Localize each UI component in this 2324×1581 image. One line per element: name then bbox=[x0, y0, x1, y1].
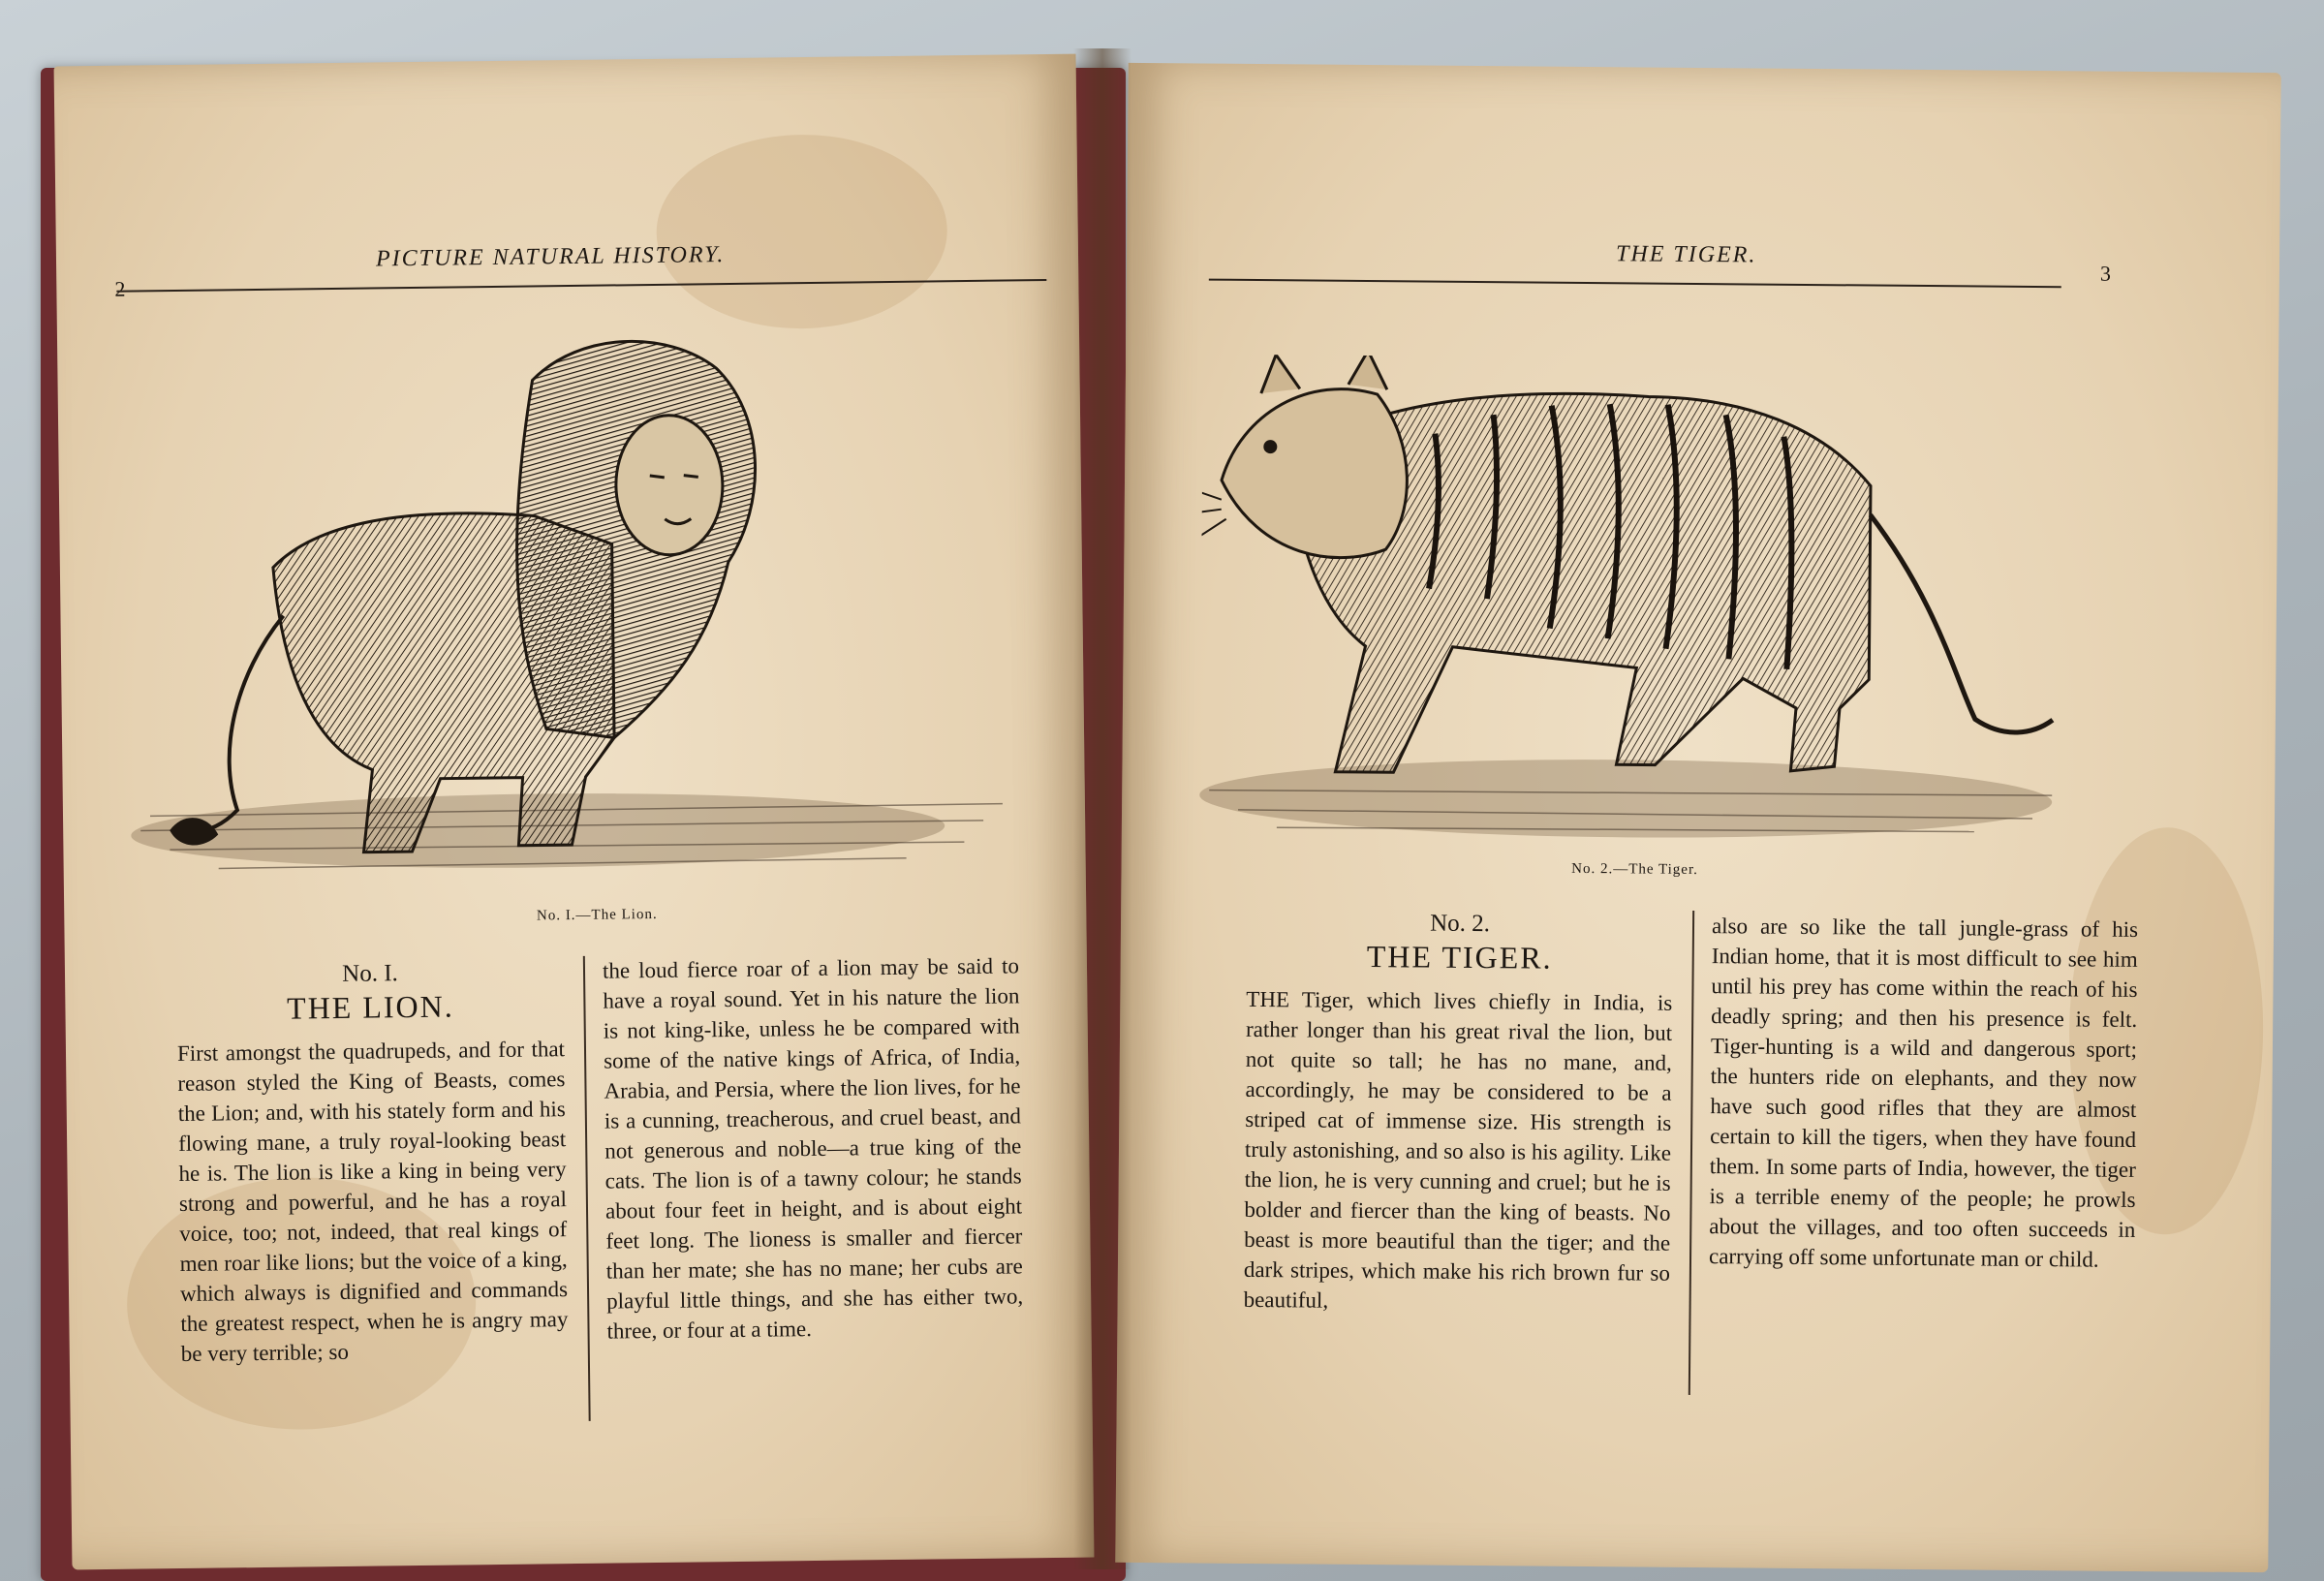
body-text: also are so like the tall jungle-grass of his Indian home, that it is most difficult to see him until his prey has come within the reach of his deadly spring; and then his presence is felt. Tiger-hunting is a wild and dangerous sport; the hunters ride on elephants, and they now have such good rifles that they are almost certain to kill the tigers, when they have found them. In some parts of India, however, the tiger is a terrible enemy of the people; he prowls about the villages, and too often succeeds in carrying off some unfortunate man or child. bbox=[1708, 914, 2139, 1272]
column-rule bbox=[583, 956, 591, 1421]
entry-number: No. 2. bbox=[1430, 910, 1491, 938]
running-head: THE TIGER. bbox=[1615, 241, 1757, 268]
body-text: the loud fierce roar of a lion may be said to have a royal sound. Yet in his nature the lion is not king-like, unless he be compared with some of the native kings of Africa, of India, Arabia, and Persia, where the lion lives, for he is a cunning, treacherous, and cruel beast, and not generous and noble—a true king of the cats. The lion is of a tawny colour; he stands about four feet in height, and is about eight feet long. The lioness is smaller and fiercer than her mate; she has no mane; her cubs are playful little things, and she has either two, three, or four at a time. bbox=[602, 953, 1024, 1344]
running-head: PICTURE NATURAL HISTORY. bbox=[375, 242, 726, 272]
left-column-1 bbox=[176, 956, 569, 1369]
entry-number: No. I. bbox=[342, 960, 399, 987]
column-rule bbox=[1689, 911, 1694, 1395]
body-text: THE Tiger, which lives chiefly in India, is rather longer than his great rival the lion, but not quite so tall; he has no mane, and, accordingly, he may be considered to be a striped cat of immense size. His strength is truly astonishing, and so also is his agility. Like the lion, he is very cunning and cruel; but he is bolder and fiercer than the king of beasts. No beast is more beautiful than the tiger; and the dark stripes, which make his rich brown fur so beautiful, bbox=[1243, 986, 1673, 1313]
right-page bbox=[1115, 63, 2280, 1572]
left-column-2 bbox=[603, 950, 1024, 1346]
paper-stain bbox=[655, 133, 947, 330]
head-rule bbox=[1209, 279, 2061, 289]
illustration-caption: No. 2.—The Tiger. bbox=[1571, 860, 1698, 879]
entry-title: THE TIGER. bbox=[1366, 939, 1553, 976]
tiger-engraving bbox=[1199, 355, 2076, 866]
book-spine-gutter bbox=[1073, 48, 1131, 1569]
right-column-1 bbox=[1244, 907, 1674, 1318]
left-page bbox=[54, 54, 1095, 1570]
body-text: First amongst the quadrupeds, and for that reason styled the King of Beasts, comes the Lion; and, with his stately form and his flowing mane, a truly royal-looking beast he is. The lion is like a king in being very strong and powerful, and he has a royal voice, too; not, indeed, that real kings of men roar like lions; but the voice of a king, which always is dignified and commands the greatest respect, when he is angry may be very terrible; so bbox=[176, 1037, 569, 1366]
lion-engraving bbox=[125, 316, 1062, 899]
right-column-2 bbox=[1709, 911, 2138, 1275]
page-number: 2 bbox=[114, 276, 126, 301]
entry-title: THE LION. bbox=[286, 988, 454, 1026]
page-number: 3 bbox=[2099, 261, 2112, 286]
illustration-caption: No. I.—The Lion. bbox=[536, 906, 658, 924]
